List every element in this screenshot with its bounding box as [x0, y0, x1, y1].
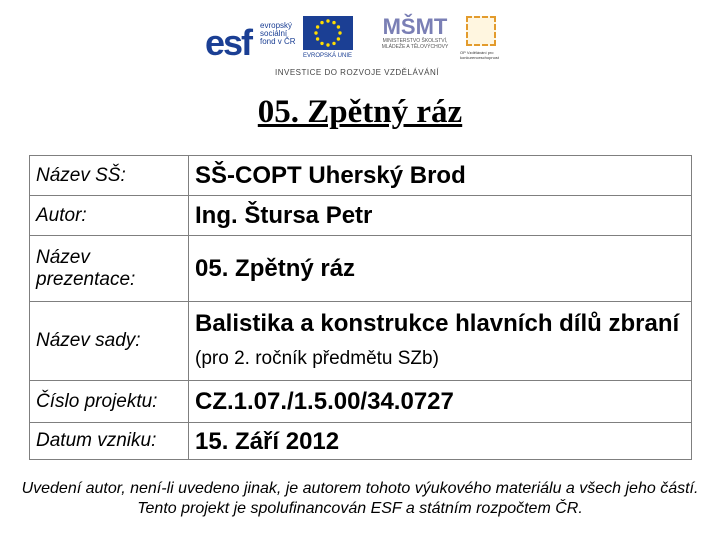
msmt-logo	[375, 16, 455, 62]
row-label: Název prezentace:	[30, 236, 189, 302]
row-value-note: (pro 2. ročník předmětu SZb)	[195, 348, 439, 369]
row-value: SŠ-COPT Uherský Brod	[189, 156, 692, 196]
row-label: Název sady:	[30, 302, 189, 381]
row-label: Datum vzniku:	[30, 423, 189, 460]
row-label: Název SŠ:	[30, 156, 189, 196]
esf-logo-mark: esf	[205, 22, 252, 63]
esf-logo	[205, 16, 296, 63]
footer-note: Uvedení autor, není-li uvedeno jinak, je autorem tohoto výukového materiálu a všech jeho částí. Tento projekt je spolufinancován ESF a státním rozpočtem ČR.	[21, 480, 699, 517]
row-value: Ing. Štursa Petr	[189, 196, 692, 236]
slide-title: 05. Zpětný ráz	[257, 94, 463, 130]
eu-flag-icon	[303, 16, 353, 50]
opvk-logo	[460, 16, 515, 62]
esf-logo-text: evropský sociální fond v ČR	[260, 21, 296, 46]
table-row	[30, 196, 692, 236]
row-label: Číslo projektu:	[30, 381, 189, 423]
table-row	[30, 156, 692, 196]
msmt-caption: MINISTERSTVO ŠKOLSTVÍ, MLÁDEŽE A TĚLOVÝCHOVY	[381, 38, 449, 50]
table-row	[30, 423, 692, 460]
row-value-main: Balistika a konstrukce hlavních dílů zbraní	[195, 310, 680, 337]
row-value: CZ.1.07./1.5.00/34.0727	[189, 381, 692, 423]
row-value: 15. Září 2012	[189, 423, 692, 460]
opvk-emblem-icon	[466, 16, 496, 46]
table-row	[30, 236, 692, 302]
table-row	[30, 381, 692, 423]
investment-line: INVESTICE DO ROZVOJE VZDĚLÁVÁNÍ	[275, 68, 439, 77]
row-value	[189, 302, 692, 381]
row-label: Autor:	[30, 196, 189, 236]
eu-caption: EVROPSKÁ UNIE	[303, 53, 353, 59]
table-row	[30, 302, 692, 381]
msmt-logo-mark: MŠMT	[382, 14, 448, 39]
info-table	[29, 155, 692, 460]
logo-strip	[205, 14, 515, 80]
row-value: 05. Zpětný ráz	[189, 236, 692, 302]
opvk-caption: OP Vzdělávání pro konkurenceschopnost	[460, 50, 499, 60]
eu-logo	[303, 16, 361, 62]
